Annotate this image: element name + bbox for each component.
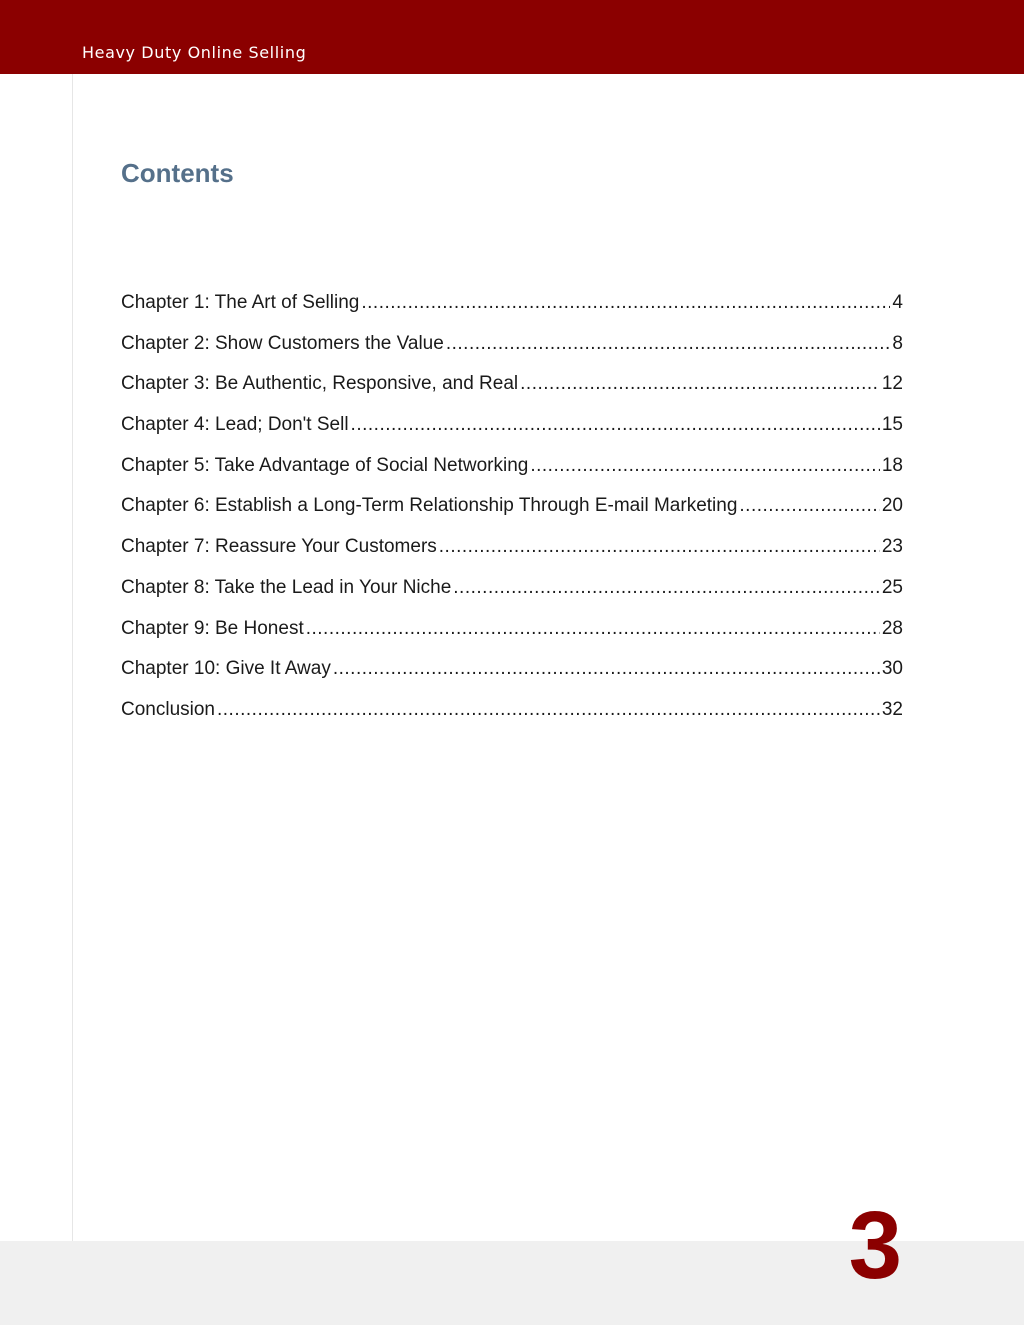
toc-entry-title[interactable]: Chapter 10: Give It Away <box>121 658 331 680</box>
contents-heading: Contents <box>121 158 234 188</box>
toc-entry[interactable] <box>121 291 903 332</box>
toc-entry[interactable] <box>121 494 903 535</box>
toc-entry[interactable] <box>121 535 903 576</box>
toc-entry-title[interactable]: Chapter 6: Establish a Long-Term Relationship Through E-mail Marketing <box>121 495 738 517</box>
margin-rule <box>72 74 73 1241</box>
toc-dot-leader <box>306 617 880 641</box>
toc-entry-title[interactable]: Chapter 1: The Art of Selling <box>121 292 360 313</box>
toc-entry[interactable] <box>121 454 903 495</box>
toc-entry-title[interactable]: Chapter 4: Lead; Don't Sell <box>121 414 349 436</box>
toc-entry-title[interactable]: Chapter 3: Be Authentic, Responsive, and Real <box>121 373 519 395</box>
toc-entry-page[interactable]: 15 <box>881 414 903 436</box>
toc-entry-page[interactable]: 12 <box>881 373 903 395</box>
toc-entry-page[interactable]: 30 <box>881 658 903 680</box>
document-title: Heavy Duty Online Selling <box>82 43 307 62</box>
toc-entry-page[interactable]: 4 <box>892 292 903 313</box>
toc-entry[interactable] <box>121 576 903 617</box>
toc-entry[interactable] <box>121 372 903 413</box>
toc-entry-page[interactable]: 32 <box>881 698 903 720</box>
toc-entry-page[interactable]: 20 <box>881 495 903 517</box>
toc-entry-title[interactable]: Conclusion <box>121 698 215 720</box>
toc-dot-leader <box>333 657 880 681</box>
header-band <box>0 0 1024 74</box>
toc-dot-leader <box>439 535 880 559</box>
toc-dot-leader <box>530 454 880 478</box>
toc-entry-page[interactable]: 25 <box>881 576 903 598</box>
toc-entry-page[interactable]: 8 <box>892 332 903 354</box>
toc-entry-page[interactable]: 23 <box>881 536 903 558</box>
toc-entry[interactable] <box>121 332 903 373</box>
toc-entry[interactable] <box>121 698 903 739</box>
toc-dot-leader <box>351 413 880 437</box>
toc-entry-title[interactable]: Chapter 5: Take Advantage of Social Networking <box>121 454 529 476</box>
table-of-contents <box>121 291 903 739</box>
toc-dot-leader <box>520 372 880 396</box>
toc-entry-title[interactable]: Chapter 9: Be Honest <box>121 617 304 639</box>
toc-dot-leader <box>446 332 891 356</box>
toc-entry[interactable] <box>121 617 903 658</box>
page-number: 3 <box>848 1192 902 1299</box>
toc-dot-leader <box>453 576 880 600</box>
toc-entry-title[interactable]: Chapter 2: Show Customers the Value <box>121 332 444 354</box>
toc-entry-page[interactable]: 18 <box>881 454 903 476</box>
toc-entry-title[interactable]: Chapter 8: Take the Lead in Your Niche <box>121 576 452 598</box>
toc-entry-title[interactable]: Chapter 7: Reassure Your Customers <box>121 536 437 558</box>
toc-entry[interactable] <box>121 413 903 454</box>
toc-dot-leader <box>739 494 879 518</box>
toc-entry-page[interactable]: 28 <box>881 617 903 639</box>
toc-entry[interactable] <box>121 657 903 698</box>
toc-dot-leader <box>361 291 890 315</box>
toc-dot-leader <box>217 698 880 722</box>
